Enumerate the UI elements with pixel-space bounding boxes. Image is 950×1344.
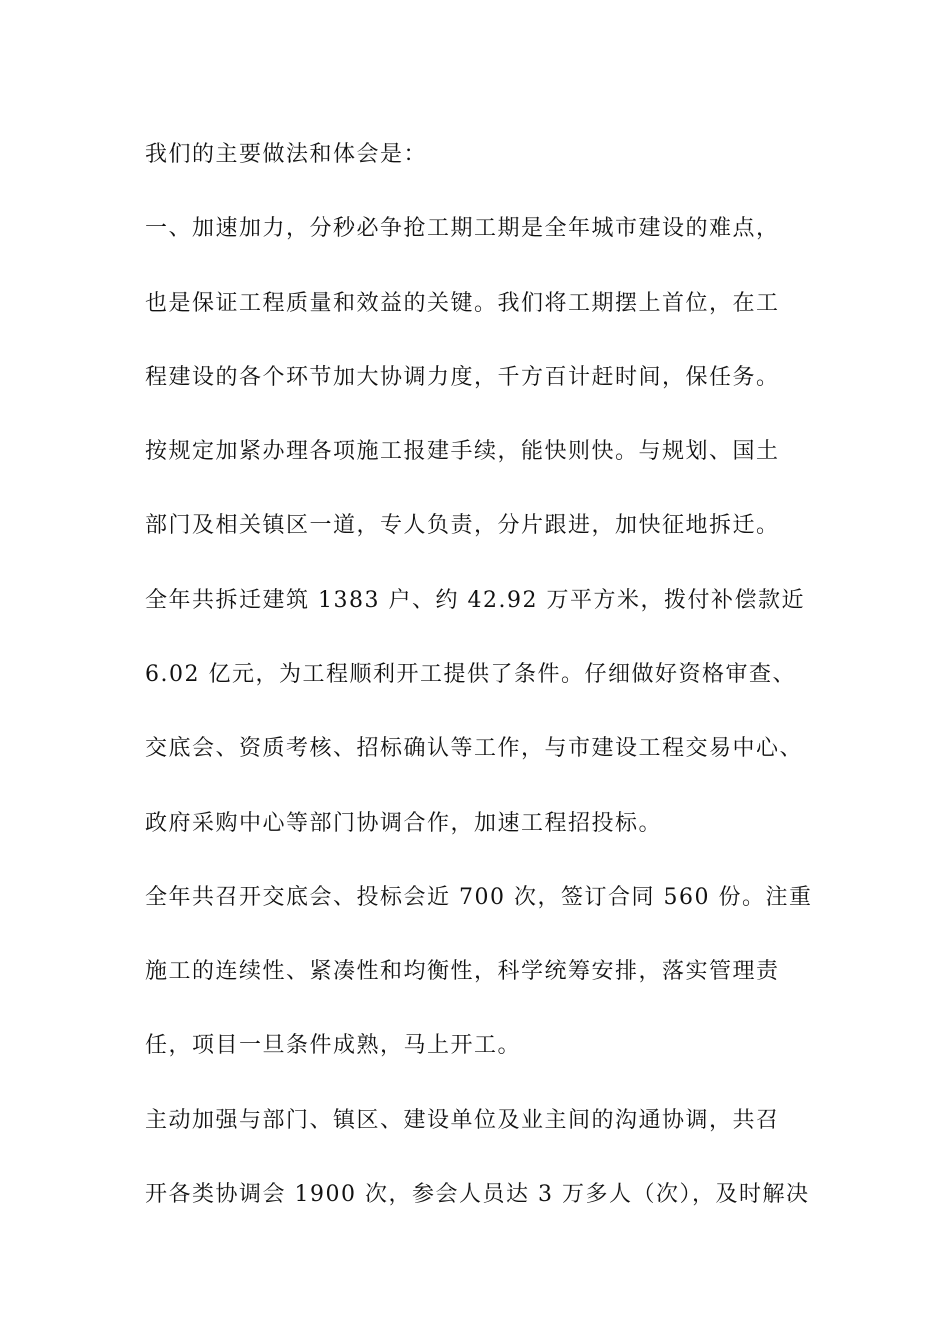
text-line: 我们的主要做法和体会是：: [145, 142, 428, 167]
text-line: 政府采购中心等部门协调合作，加速工程招投标。: [145, 811, 663, 836]
text-line: 施工的连续性、紧凑性和均衡性，科学统筹安排，落实管理责: [145, 959, 780, 984]
text-line: 全年共召开交底会、投标会近 700 次，签订合同 560 份。注重: [145, 885, 813, 910]
text-line: 开各类协调会 1900 次，参会人员达 3 万多人（次），及时解决: [145, 1182, 810, 1207]
text-line: 部门及相关镇区一道，专人负责，分片跟进，加快征地拆迁。: [145, 513, 780, 538]
text-line: 也是保证工程质量和效益的关键。我们将工期摆上首位，在工: [145, 291, 780, 316]
text-line: 一、加速加力，分秒必争抢工期工期是全年城市建设的难点，: [145, 216, 780, 241]
text-line: 程建设的各个环节加大协调力度，千方百计赶时间，保任务。: [145, 365, 780, 390]
text-line: 6.02 亿元，为工程顺利开工提供了条件。仔细做好资格审查、: [145, 662, 796, 687]
text-line: 任，项目一旦条件成熟，马上开工。: [145, 1033, 522, 1058]
text-line: 全年共拆迁建筑 1383 户、约 42.92 万平方米，拨付补偿款近: [145, 588, 805, 613]
text-line: 交底会、资质考核、招标确认等工作，与市建设工程交易中心、: [145, 736, 804, 761]
text-line: 按规定加紧办理各项施工报建手续，能快则快。与规划、国土: [145, 439, 780, 464]
text-line: 主动加强与部门、镇区、建设单位及业主间的沟通协调，共召: [145, 1108, 780, 1133]
